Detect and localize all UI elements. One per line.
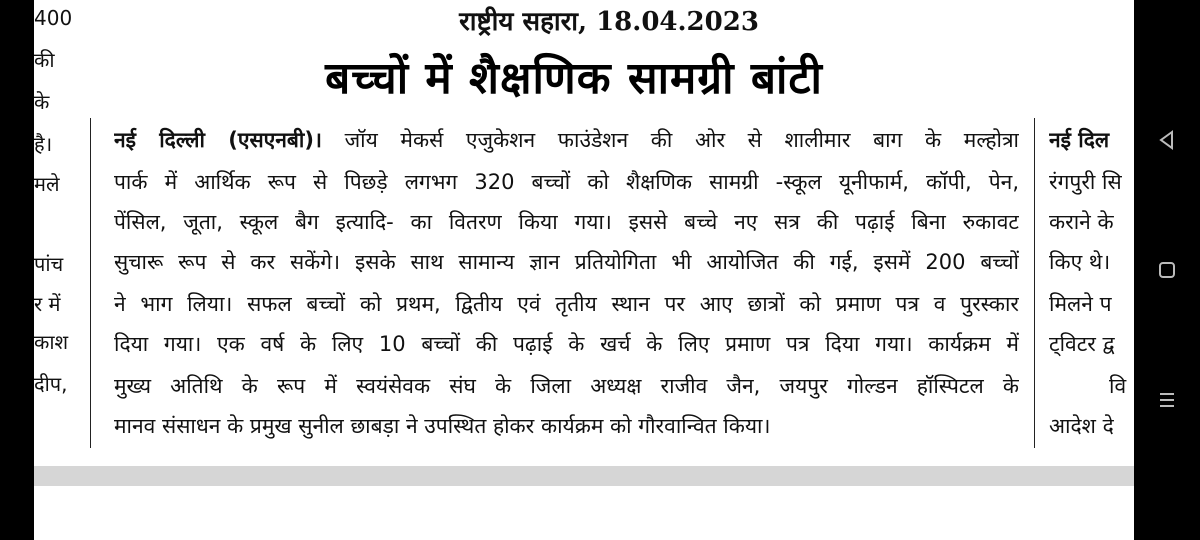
masthead: राष्ट्रीय सहारा, 18.04.2023 — [459, 7, 759, 37]
left-fragment-line: मले — [34, 172, 60, 196]
article-line: मानव संसाधन के प्रमुख सुनील छाबड़ा ने उपस्थित होकर कार्यक्रम को गौरवान्वित किया। — [114, 414, 771, 438]
left-fragment-line: के — [34, 90, 50, 114]
article-line: ने भाग लिया। सफल बच्चों को प्रथम, द्वितीय एवं तृतीय स्थान पर आए छात्रों को प्रमाण पत्र व पुरस्कार — [114, 292, 1019, 316]
right-fragment-line: मिलने प — [1049, 292, 1112, 316]
article-line-text: जॉय मेकर्स एजुकेशन फाउंडेशन की ओर से शालीमार बाग के मल्होत्रा — [344, 128, 1019, 152]
right-fragment-line: ट्विटर द्व — [1049, 332, 1115, 356]
left-fragment-line: काश — [34, 330, 69, 354]
left-fragment-line: 400 — [34, 6, 73, 30]
article-line — [114, 126, 1019, 166]
article-line: पेंसिल, जूता, स्कूल बैग इत्यादि- का वितरण किया गया। इससे बच्चे नए सत्र की पढ़ाई बिना रुकावट — [114, 210, 1019, 234]
right-fragment-line: आदेश दे — [1049, 414, 1114, 438]
left-fragment-line: र में — [34, 292, 61, 316]
right-fragment-line: नई दिल — [1049, 128, 1110, 152]
dateline: नई दिल्ली (एसएनबी)। — [114, 128, 322, 152]
left-fragment-line: दीप, — [34, 372, 68, 396]
android-nav-bar — [1134, 0, 1200, 540]
article-line: सुचारू रूप से कर सकेंगे। इसके साथ सामान्य ज्ञान प्रतियोगिता भी आयोजित की गई, इसमें 200 बच्चों — [114, 250, 1019, 274]
right-fragment-line: कराने के — [1049, 210, 1114, 234]
column-divider — [90, 118, 91, 448]
right-fragment-line: किए थे। — [1049, 250, 1111, 274]
page-bottom-band — [34, 466, 1134, 486]
headline: बच्चों में शैक्षणिक सामग्री बांटी — [325, 53, 823, 104]
left-column-fragment — [34, 0, 84, 540]
article-line: पार्क में आर्थिक रूप से पिछड़े लगभग 320 बच्चों को शैक्षणिक सामग्री -स्कूल यूनीफार्म, कॉपी, पेन, — [114, 170, 1019, 194]
right-column-fragment — [1049, 122, 1134, 442]
left-fragment-line: है। — [34, 132, 53, 156]
right-fragment-line: वि — [1109, 374, 1127, 398]
home-square-icon[interactable] — [1155, 258, 1179, 282]
recents-lines-icon[interactable] — [1155, 388, 1179, 412]
newspaper-clipping — [34, 0, 1134, 540]
column-divider — [1034, 118, 1035, 448]
left-fragment-line: की — [34, 48, 55, 72]
left-fragment-line: पांच — [34, 252, 64, 276]
right-fragment-line: रंगपुरी सि — [1049, 170, 1122, 194]
article-line: मुख्य अतिथि के रूप में स्वयंसेवक संघ के जिला अध्यक्ष राजीव जैन, जयपुर गोल्डन हॉस्पिटल के — [114, 374, 1019, 398]
back-triangle-icon[interactable] — [1155, 128, 1179, 152]
article-line: दिया गया। एक वर्ष के लिए 10 बच्चों की पढ़ाई के खर्च के लिए प्रमाण पत्र दिया गया। कार्यक्रम में — [114, 332, 1019, 356]
